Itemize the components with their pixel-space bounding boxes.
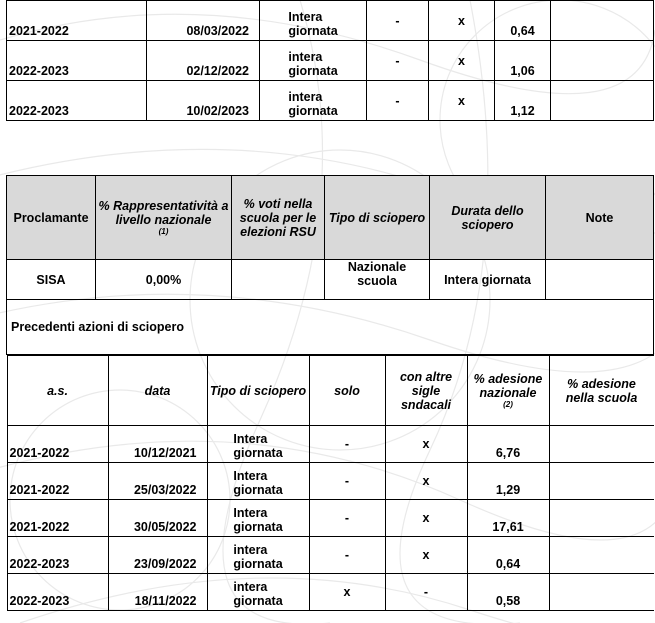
tipo-line: giornata [288, 104, 338, 118]
top-cell-as: 2021-2022 [7, 1, 147, 41]
top-cell-data: 08/03/2022 [147, 1, 260, 41]
prev-cell-data: 18/11/2022 [108, 574, 207, 611]
top-cell-as: 2022-2023 [7, 41, 147, 81]
prev-cell-as: 2021-2022 [7, 426, 108, 463]
top-cell-altre: x [429, 1, 495, 41]
prev-cell-altre: x [385, 537, 467, 574]
org-note [546, 260, 654, 300]
prev-cell-as: 2021-2022 [7, 463, 108, 500]
top-cell-naz: 1,12 [495, 81, 551, 121]
top-cell-solo: - [367, 41, 429, 81]
prev-header-data: data [108, 356, 207, 426]
top-cell-tipo [260, 81, 367, 121]
prev-cell-naz: 6,76 [467, 426, 549, 463]
prev-cell-data: 10/12/2021 [108, 426, 207, 463]
prev-cell-as: 2022-2023 [7, 537, 108, 574]
prev-cell-tipo-text [233, 580, 282, 608]
top-cell-scuola [551, 1, 654, 41]
top-cell-as: 2022-2023 [7, 81, 147, 121]
prev-cell-solo: - [309, 500, 385, 537]
top-cell-naz: 0,64 [495, 1, 551, 41]
prev-cell-data: 25/03/2022 [108, 463, 207, 500]
header-durata: Durata dello sciopero [430, 176, 546, 260]
tipo-line: giornata [233, 446, 283, 460]
prev-row [7, 426, 654, 463]
top-cell-altre: x [429, 81, 495, 121]
prev-header-naz [467, 356, 549, 426]
header-proclamante: Proclamante [7, 176, 96, 260]
org-name: SISA [7, 260, 96, 300]
top-row [7, 81, 654, 121]
prev-cell-solo: x [309, 574, 385, 611]
prev-cell-altre: x [385, 463, 467, 500]
org-voti [232, 260, 325, 300]
tipo-line: Intera [233, 469, 268, 483]
prev-row [7, 463, 654, 500]
prev-cell-data: 23/09/2022 [108, 537, 207, 574]
prev-header-naz-note: (2) [503, 399, 513, 409]
header-rappresentativita-text: % Rappresentatività a livello nazionale [98, 198, 229, 227]
header-voti: % voti nella scuola per le elezioni RSU [232, 176, 325, 260]
prev-cell-as: 2021-2022 [7, 500, 108, 537]
tipo-line: giornata [288, 24, 338, 38]
previous-strikes-table-top [6, 0, 654, 121]
prev-cell-naz: 1,29 [467, 463, 549, 500]
top-cell-tipo-text [288, 10, 337, 38]
tipo-line: intera [288, 90, 323, 104]
prev-cell-tipo-text [233, 506, 282, 534]
tipo-line: giornata [233, 594, 283, 608]
top-cell-tipo-text [288, 50, 337, 78]
previous-strikes-table [7, 355, 654, 611]
top-cell-data: 10/02/2023 [147, 81, 260, 121]
prev-cell-scuola [549, 463, 654, 500]
prev-row [7, 574, 654, 611]
prev-cell-altre: - [385, 574, 467, 611]
strike-info-table [6, 175, 654, 611]
prev-header-tipo: Tipo di sciopero [207, 356, 309, 426]
prev-cell-tipo [207, 537, 309, 574]
prev-cell-naz: 0,58 [467, 574, 549, 611]
header-rappresentativita [96, 176, 232, 260]
prev-cell-naz: 17,61 [467, 500, 549, 537]
prev-cell-naz: 0,64 [467, 537, 549, 574]
tipo-line: intera [233, 543, 268, 557]
prev-cell-tipo-text [233, 469, 282, 497]
tipo-line: intera [233, 580, 268, 594]
top-row [7, 1, 654, 41]
tipo-line: giornata [288, 64, 338, 78]
prev-cell-scuola [549, 500, 654, 537]
tipo-line: intera [288, 50, 323, 64]
top-cell-naz: 1,06 [495, 41, 551, 81]
top-cell-tipo [260, 1, 367, 41]
prev-row [7, 500, 654, 537]
prev-cell-data: 30/05/2022 [108, 500, 207, 537]
tipo-line: giornata [233, 483, 283, 497]
prev-cell-solo: - [309, 426, 385, 463]
prev-header-as: a.s. [7, 356, 108, 426]
prev-cell-tipo [207, 426, 309, 463]
header-note: Note [546, 176, 654, 260]
prev-cell-scuola [549, 574, 654, 611]
top-cell-data: 02/12/2022 [147, 41, 260, 81]
prev-cell-solo: - [309, 463, 385, 500]
org-rappresentativita: 0,00% [96, 260, 232, 300]
tipo-line: giornata [233, 557, 283, 571]
top-cell-tipo-text [288, 90, 337, 118]
top-cell-scuola [551, 41, 654, 81]
top-cell-altre: x [429, 41, 495, 81]
header-row [7, 176, 654, 260]
tipo-line: Intera [233, 432, 268, 446]
prev-header-altre: con altre sigle sndacali [385, 356, 467, 426]
prev-cell-altre: x [385, 500, 467, 537]
header-rappresentativita-note: (1) [158, 226, 169, 236]
prev-header-solo: solo [309, 356, 385, 426]
prev-cell-as: 2022-2023 [7, 574, 108, 611]
prev-cell-scuola [549, 537, 654, 574]
tipo-line: Intera [233, 506, 268, 520]
precedenti-title: Precedenti azioni di sciopero [7, 300, 654, 355]
top-cell-scuola [551, 81, 654, 121]
org-durata: Intera giornata [430, 260, 546, 300]
prev-cell-scuola [549, 426, 654, 463]
top-cell-solo: - [367, 1, 429, 41]
prev-header-scuola: % adesione nella scuola [549, 356, 654, 426]
tipo-line: giornata [233, 520, 283, 534]
prev-cell-solo: - [309, 537, 385, 574]
prev-cell-tipo [207, 500, 309, 537]
top-cell-solo: - [367, 81, 429, 121]
org-row [7, 260, 654, 300]
top-cell-tipo [260, 41, 367, 81]
prev-row [7, 537, 654, 574]
prev-header-row [7, 356, 654, 426]
org-tipo: Nazionale scuola [325, 260, 430, 300]
top-row [7, 41, 654, 81]
prev-header-naz-text: % adesione nazionale [473, 371, 543, 400]
precedenti-title-row [7, 300, 654, 355]
header-tipo: Tipo di sciopero [325, 176, 430, 260]
prev-cell-tipo [207, 463, 309, 500]
prev-cell-tipo-text [233, 543, 282, 571]
prev-cell-altre: x [385, 426, 467, 463]
prev-cell-tipo-text [233, 432, 282, 460]
tipo-line: Intera [288, 10, 323, 24]
prev-cell-tipo [207, 574, 309, 611]
